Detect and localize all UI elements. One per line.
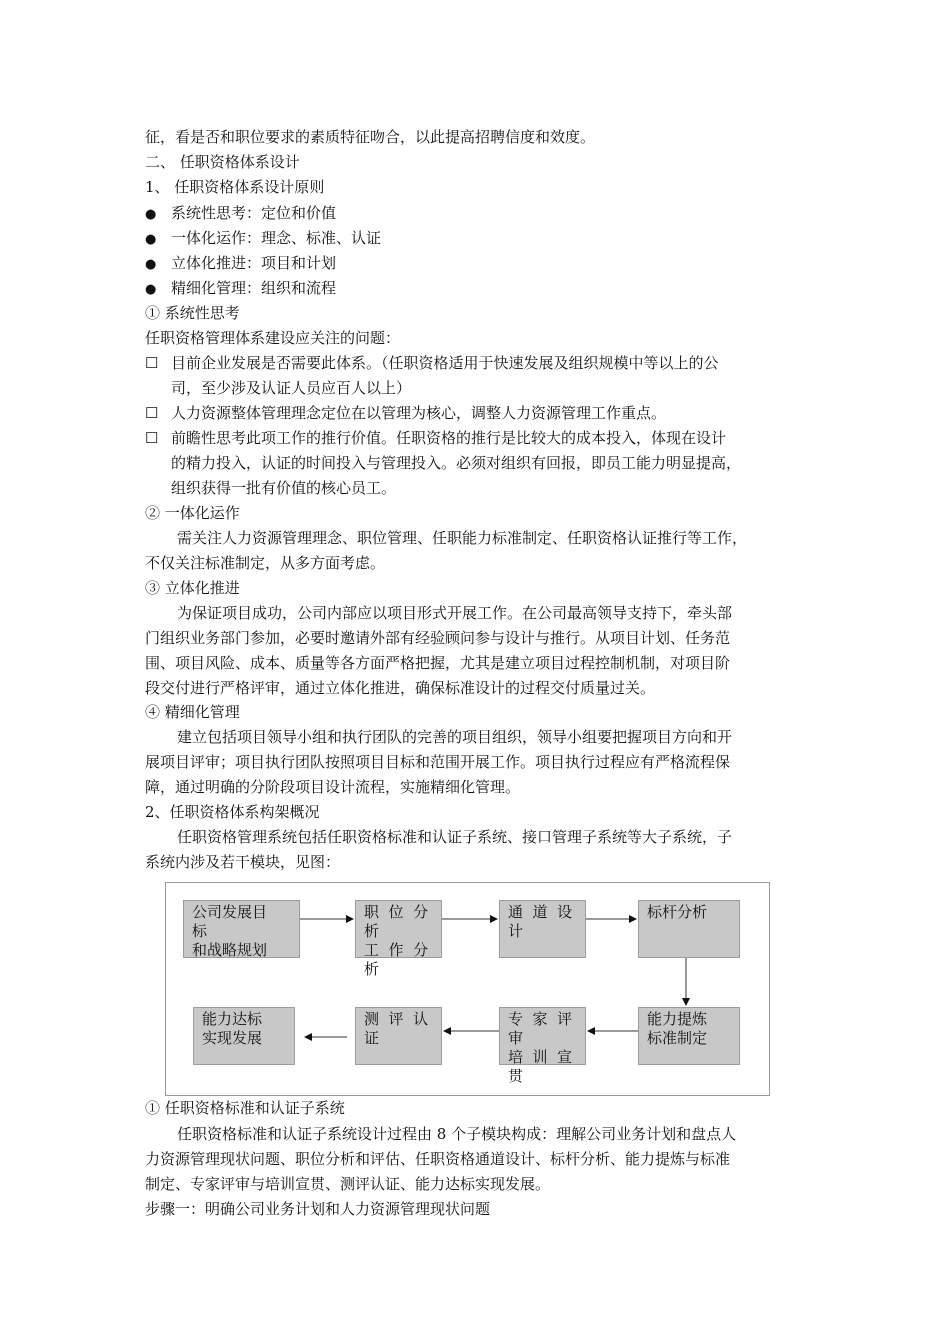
- box-assessment: 测 评 认 证: [355, 1007, 442, 1065]
- paragraph-line: 门组织业务部门参加，必要时邀请外部有经验顾问参与设计与推行。从项目计划、任务范: [145, 629, 731, 647]
- flow-arrows: [166, 883, 769, 1095]
- heading-systematic: ① 系统性思考: [145, 304, 240, 322]
- checkbox-text-cont: 的精力投入，认证的时间投入与管理投入。必须对组织有回报，即员工能力明显提高，: [171, 454, 742, 472]
- box-job-analysis: 职 位 分 析 工 作 分 析: [355, 900, 442, 958]
- bullet-item: [145, 253, 336, 273]
- checkbox-item: [145, 353, 719, 373]
- checkbox-item: [145, 403, 666, 423]
- paragraph-line: 障，通过明确的分阶段项目设计流程，实施精细化管理。: [145, 778, 521, 796]
- box-expert-review: 专 家 评 审 培 训 宣 贯: [499, 1007, 586, 1065]
- paragraph-line: 建立包括项目领导小组和执行团队的完善的项目组织，领导小组要把握项目方向和开: [177, 728, 733, 746]
- checkbox-text: 前瞻性思考此项工作的推行价值。任职资格的推行是比较大的成本投入，体现在设计: [171, 429, 727, 447]
- bullet-text: 立体化推进：项目和计划: [171, 254, 337, 272]
- checkbox-text: 目前企业发展是否需要此体系。（任职资格适用于快速发展及组织规模中等以上的公: [171, 354, 719, 372]
- bullet-icon: ●: [145, 232, 157, 247]
- checkbox-text-cont: 司，至少涉及认证人员应百人以上）: [171, 379, 412, 397]
- paragraph-line: 任职资格管理系统包括任职资格标准和认证子系统、接口管理子系统等大子系统，子: [177, 828, 733, 846]
- paragraph-line: 力资源管理现状问题、职位分析和评估、任职资格通道设计、标杆分析、能力提炼与标准: [145, 1150, 731, 1168]
- heading-integration: ② 一体化运作: [145, 504, 240, 522]
- paragraph-line: 步骤一：明确公司业务计划和人力资源管理现状问题: [145, 1200, 491, 1218]
- subsection-heading: 1、 任职资格体系设计原则: [145, 178, 325, 196]
- checkbox-text-cont: 组织获得一批有价值的核心员工。: [171, 479, 397, 497]
- paragraph-line: 系统内涉及若干模块，见图：: [145, 853, 341, 871]
- paragraph-line: 任职资格标准和认证子系统设计过程由 8 个子模块构成：理解公司业务计划和盘点人: [177, 1125, 737, 1143]
- checkbox-item: [145, 428, 726, 448]
- paragraph-line: 需关注人力资源管理理念、职位管理、任职能力标准制定、任职资格认证推行等工作，: [177, 529, 748, 547]
- heading-refined-management: ④ 精细化管理: [145, 703, 240, 721]
- checkbox-icon: ☐: [145, 404, 159, 422]
- bullet-text: 系统性思考：定位和价值: [171, 204, 337, 222]
- subsection-heading: 2、任职资格体系构架概况: [145, 803, 320, 821]
- bullet-icon: ●: [145, 257, 157, 272]
- flow-diagram: [165, 882, 770, 1096]
- bullet-text: 精细化管理：组织和流程: [171, 279, 337, 297]
- box-channel-design: 通 道 设 计: [499, 900, 586, 958]
- bullet-item: [145, 228, 381, 248]
- paragraph-line: 展项目评审；项目执行团队按照项目目标和范围开展工作。项目执行过程应有严格流程保: [145, 753, 731, 771]
- heading-standards-subsystem: ① 任职资格标准和认证子系统: [145, 1099, 345, 1117]
- paragraph-line: 为保证项目成功，公司内部应以项目形式开展工作。在公司最高领导支持下，牵头部: [177, 604, 733, 622]
- checkbox-icon: ☐: [145, 429, 159, 447]
- paragraph-line: 不仅关注标准制定，从多方面考虑。: [145, 554, 386, 572]
- checkbox-icon: ☐: [145, 354, 159, 372]
- heading-3d-promotion: ③ 立体化推进: [145, 579, 240, 597]
- bullet-icon: ●: [145, 282, 157, 297]
- box-company-goals: 公司发展目 标 和战略规划: [183, 900, 300, 958]
- box-benchmark: 标杆分析: [638, 900, 740, 958]
- paragraph-line: 征，看是否和职位要求的素质特征吻合，以此提高招聘信度和效度。: [145, 128, 596, 146]
- paragraph-line: 围、项目风险、成本、质量等各方面严格把握，尤其是建立项目过程控制机制，对项目阶: [145, 654, 731, 672]
- bullet-item: [145, 203, 336, 223]
- bullet-icon: ●: [145, 207, 157, 222]
- section-heading: 二、 任职资格体系设计: [145, 153, 300, 171]
- box-competency-achieve: 能力达标 实现发展: [193, 1007, 295, 1065]
- box-competency-extract: 能力提炼 标准制定: [638, 1007, 740, 1065]
- checkbox-text: 人力资源整体管理理念定位在以管理为核心，调整人力资源管理工作重点。: [171, 404, 667, 422]
- paragraph-line: 制定、专家评审与培训宣贯、测评认证、能力达标实现发展。: [145, 1175, 551, 1193]
- bullet-item: [145, 278, 336, 298]
- paragraph-line: 段交付进行严格评审，通过立体化推进，确保标准设计的过程交付质量过关。: [145, 679, 656, 697]
- bullet-text: 一体化运作：理念、标准、认证: [171, 229, 382, 247]
- paragraph-line: 任职资格管理体系建设应关注的问题：: [145, 329, 401, 347]
